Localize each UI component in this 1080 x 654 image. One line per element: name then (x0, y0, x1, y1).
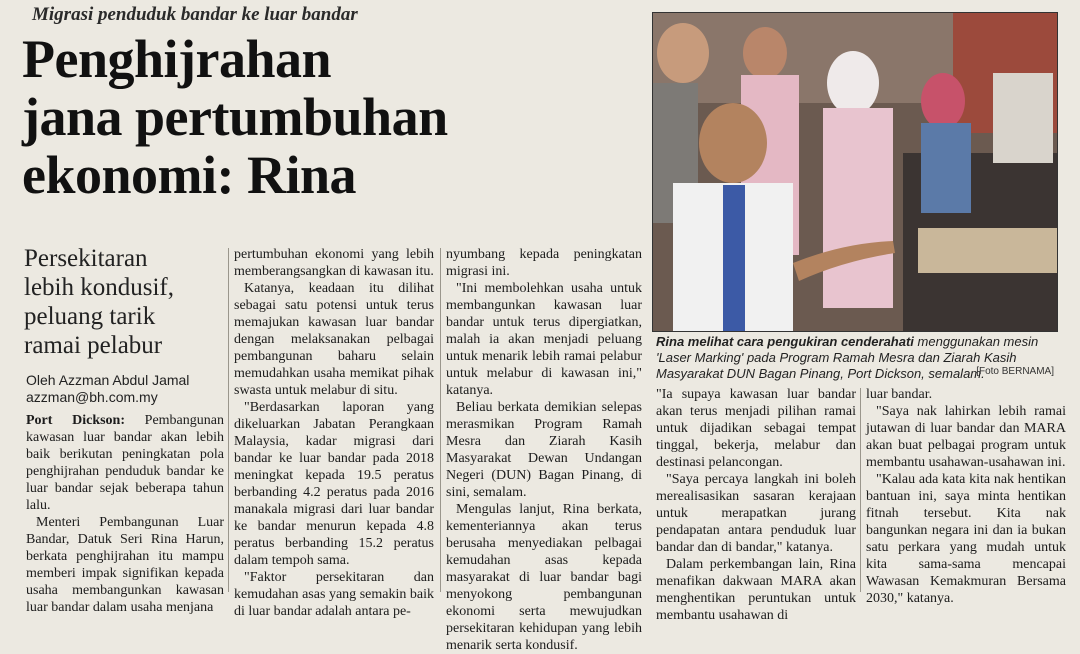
paragraph: nyumbang kepada peningkatan migrasi ini. (446, 247, 642, 279)
photo-credit: [Foto BERNAMA] (976, 366, 1054, 377)
kicker: Migrasi penduduk bandar ke luar bandar (32, 4, 358, 25)
headline-line-1: Penghijrahan (22, 29, 332, 89)
subheadline-line-2: lebih kondusif, (24, 274, 174, 301)
headline-line-2: jana pertumbuhan (22, 87, 448, 147)
article-column-3 (446, 246, 642, 653)
article-column-1 (26, 412, 224, 615)
column-divider (440, 248, 441, 592)
byline-email: azzman@bh.com.my (26, 389, 158, 405)
byline (26, 372, 236, 406)
paragraph: Katanya, keadaan itu dilihat sebagai satu potensi untuk terus memajukan kawasan luar bandar dengan melaksanakan pelbagai pembangunan baharu selain memudahkan usaha memikat pihak swasta untuk melabur di situ. (234, 281, 434, 398)
headline-line-3: ekonomi: Rina (22, 145, 357, 205)
paragraph: Menteri Pembangunan Luar Bandar, Datuk Seri Rina Harun, berkata penghijrahan itu mampu memberi impak signifikan kepada usaha membangunkan kawasan luar bandar dalam usaha menjana (26, 515, 224, 615)
subheadline (24, 244, 224, 360)
byline-author: Oleh Azzman Abdul Jamal (26, 372, 190, 388)
subheadline-line-4: ramai pelabur (24, 332, 163, 359)
paragraph: "Ia supaya kawasan luar bandar akan terus menjadi pilihan ramai untuk dijadikan sebagai tempat tinggal, bekerja, melabur dan destinasi pelancongan. (656, 387, 856, 470)
paragraph: "Ini membolehkan usaha untuk membangunkan kawasan luar bandar untuk terus dipergiatkan, malah ia akan menjadi peluang untuk menarik lebih ramai pelabur untuk melabur di kawasan ini," katanya. (446, 281, 642, 398)
paragraph: luar bandar. (866, 387, 933, 402)
caption-text: menggunakan mesin 'Laser Marking' pada Program Ramah Mesra dan Ziarah Kasih Masyarakat DUN Bagan Pinang, Port Dickson, semalam. (656, 334, 1039, 381)
article-column-5 (866, 386, 1066, 606)
column-divider (228, 248, 229, 592)
headline (22, 30, 642, 204)
paragraph: "Faktor persekitaran dan kemudahan asas yang semakin baik di luar bandar adalah antara pe- (234, 570, 434, 619)
caption-lead: Rina melihat cara pengukiran cenderahati (656, 334, 914, 349)
subheadline-line-1: Persekitaran (24, 245, 148, 272)
news-photo (652, 12, 1058, 332)
dateline: Port Dickson: (26, 413, 125, 428)
paragraph: pertumbuhan ekonomi yang lebih memberangsangkan di kawasan itu. (234, 247, 434, 279)
article-column-2 (234, 246, 434, 619)
paragraph-text: Pembangunan kawasan luar bandar akan lebih baik berikutan peningkatan pola penghijrahan penduduk bandar ke luar bandar sejak beberapa tahun lalu. (26, 413, 224, 513)
paragraph: "Berdasarkan laporan yang dikeluarkan Jabatan Perangkaan Malaysia, kadar migrasi dari bandar ke luar bandar pada 2018 meningkat kepada 19.5 peratus berbanding 4.2 peratus pada 2016 manakala migrasi dari luar bandar ke bandar menurun kepada 4.8 peratus berbanding 15.2 peratus dalam tempoh sama. (234, 400, 434, 568)
subheadline-line-3: peluang tarik (24, 303, 156, 330)
paragraph: Dalam perkembangan lain, Rina menafikan dakwaan MARA akan menghentikan peruntukan untuk membantu usahawan di (656, 557, 856, 623)
article-column-4 (656, 386, 856, 623)
paragraph: "Kalau ada kata kita nak hentikan bantuan ini, saya minta hentikan fitnah tersebut. Kita nak bangunkan negara ini dan ia bukan satu perkara yang mudah untuk kita sama-sama mencapai Wawasan Kemakmuran Bersama 2030," katanya. (866, 472, 1066, 606)
photo-illustration (653, 13, 1057, 331)
column-divider (860, 388, 861, 592)
paragraph: Beliau berkata demikian selepas merasmikan Program Ramah Mesra dan Ziarah Kasih Masyarakat Dewan Undangan Negeri (DUN) Bagan Pinang, di sini, semalam. (446, 400, 642, 500)
paragraph (26, 412, 224, 514)
paragraph: "Saya nak lahirkan lebih ramai jutawan di luar bandar dan MARA akan buat pelbagai program untuk membantu usahawan-usahawan ini. (866, 404, 1066, 470)
paragraph: Mengulas lanjut, Rina berkata, kementeriannya akan terus berusaha menyediakan pelbagai kemudahan asas kepada masyarakat di luar bandar bagi menyokong pembangunan ekonomi serta mewujudkan persekitaran kehidupan yang lebih menarik serta kondusif. (446, 502, 642, 653)
paragraph: "Saya percaya langkah ini boleh merealisasikan sasaran kerajaan untuk merapatkan jurang pendapatan antara penduduk luar bandar dan di bandar," katanya. (656, 472, 856, 555)
